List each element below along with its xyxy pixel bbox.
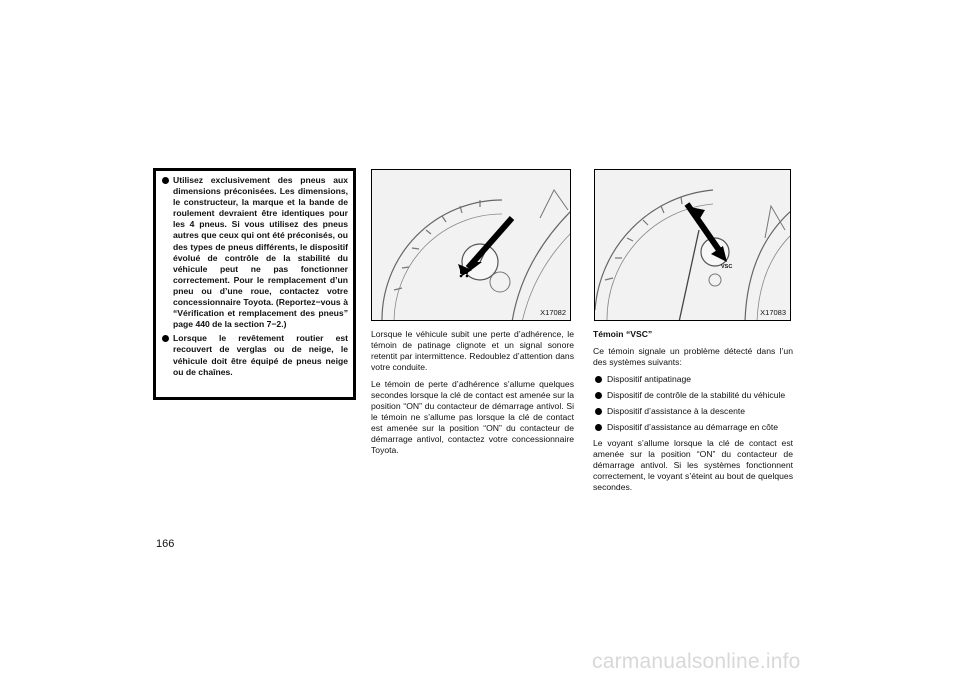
page-number: 166 [156,538,175,550]
figure-label: X17082 [540,308,566,317]
list-item-text: Dispositif d’assistance au démarrage en côte [607,422,779,432]
outro-paragraph: Le voyant s’allume lorsque la clé de contact est amenée sur la position “ON” du contacteur de démarrage antivol. Si les systèmes fonctionnent correctement, le voyant s’éteint au bout de quelques secondes. [593,438,793,492]
list-item-text: Dispositif d’assistance à la descente [607,406,746,416]
middle-column [371,329,574,462]
warning-text: Utilisez exclusivement des pneus aux dimensions préconisées. Les dimensions, le constructeur, la marque et la bande de roulement devraient être identiques pour les 4 pneus. Si vous utilisez des pneus autres que ceux qui ont été préconisés, ou des types de pneus différents, le dispositif évolué de contrôle de la stabilité du véhicule peut ne pas fonctionner correctement. Pour le remplacement d’un pneu ou d’une roue, contactez votre concessionnaire Toyota. (Reportez−vous à “Vérification et remplacement des pneus” page 440 de la section 7−2.) [173,175,348,330]
list-item [593,406,793,417]
list-item [593,390,793,401]
bullet-icon [595,376,602,383]
list-item-text: Dispositif de contrôle de la stabilité du véhicule [607,390,786,400]
cluster-drawing [372,170,571,321]
list-item-text: Dispositif antipatinage [607,374,692,384]
section-title: Témoin “VSC” [593,329,653,339]
bullet-icon [595,408,602,415]
bullet-icon [162,335,169,342]
list-item [593,374,793,385]
bullet-icon [595,392,602,399]
bullet-icon [595,424,602,431]
right-column [593,329,793,499]
warning-box [153,168,356,400]
figure-label: X17083 [760,308,786,317]
slip-indicator-illustration [371,169,571,321]
warning-item [161,175,348,330]
watermark: carmanualsonline.info [592,650,801,673]
warning-text: Lorsque le revêtement routier est recouvert de verglas ou de neige, le véhicule doit être équipé de pneus neige ou de chaînes. [173,333,348,377]
vsc-indicator-illustration [594,169,791,321]
cluster-drawing [595,170,791,321]
vsc-indicator-label: VSC [721,264,733,270]
list-item [593,422,793,433]
systems-list [593,374,793,433]
bullet-icon [162,177,169,184]
paragraph: Le témoin de perte d’adhérence s’allume quelques secondes lorsque la clé de contact est amenée sur la position “ON” du contacteur de démarrage antivol. Si le témoin ne s’allume pas lorsque la clé de contact est amenée sur la position “ON” du contacteur de démarrage antivol, contactez votre concessionnaire Toyota. [371,379,574,455]
intro-paragraph: Ce témoin signale un problème détecté dans l’un des systèmes suivants: [593,346,793,367]
warning-item [161,333,348,377]
paragraph: Lorsque le véhicule subit une perte d’adhérence, le témoin de patinage clignote et un signal sonore retentit par intermittence. Redoublez d’attention dans votre conduite. [371,329,574,372]
